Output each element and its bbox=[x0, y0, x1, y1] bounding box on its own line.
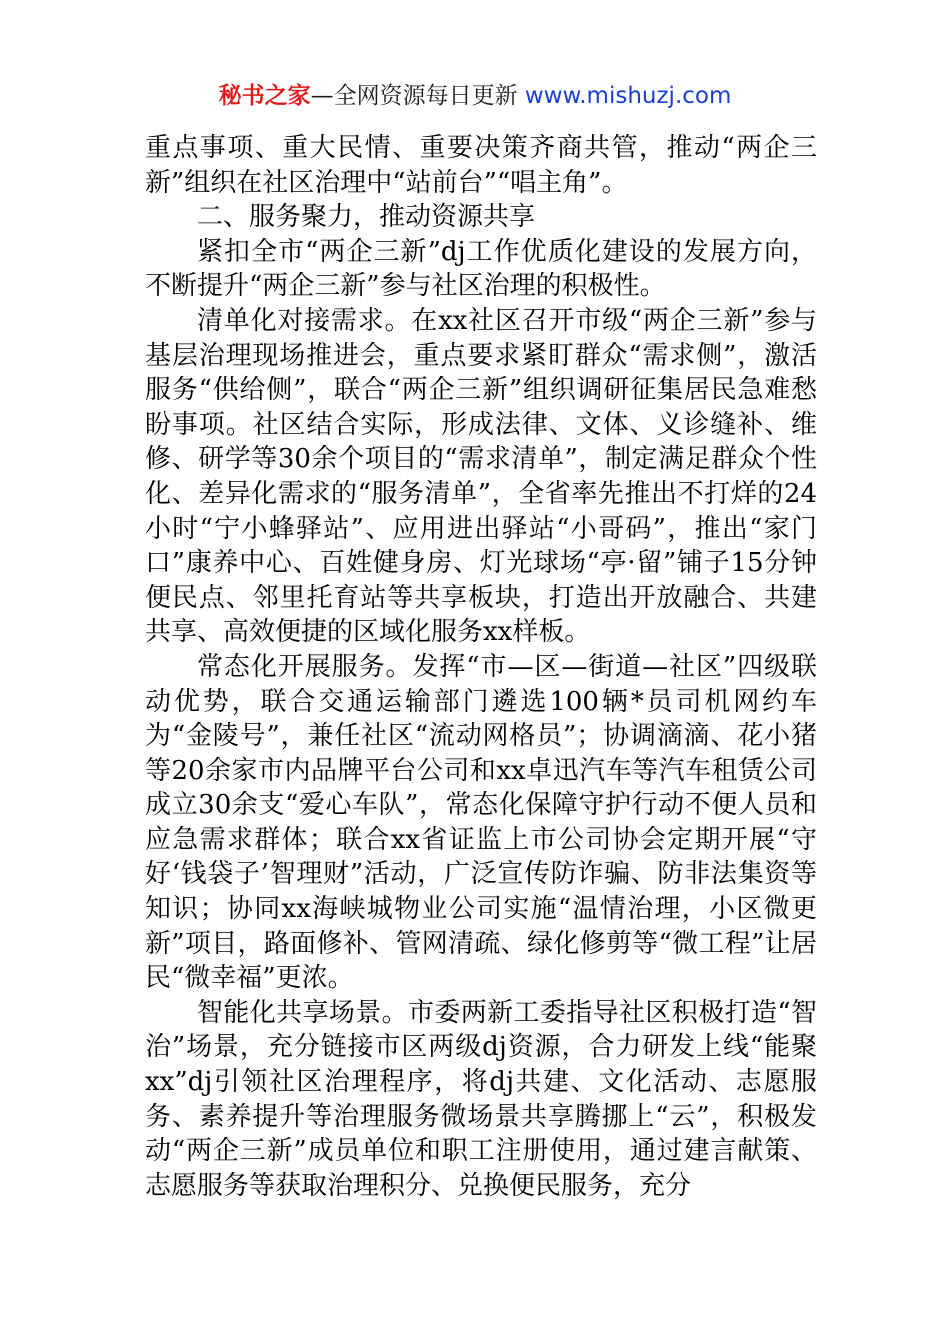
document-body bbox=[145, 131, 817, 1203]
page-header bbox=[0, 80, 950, 112]
paragraph: 智能化共享场景。市委两新工委指导社区积极打造“智治”场景，充分链接市区两级dj资源，合力研发上线“能聚xx”dj引领社区治理程序，将dj共建、文化活动、志愿服务、素养提升等治理服务微场景共享腾挪上“云”，积极发动“两企三新”成员单位和职工注册使用，通过建言献策、志愿服务等获取治理积分、兑换便民服务，充分 bbox=[145, 997, 817, 1201]
header-brand: 秘书之家 bbox=[218, 83, 311, 109]
header-url-link[interactable]: www.mishuzj.com bbox=[524, 83, 732, 109]
paragraph: 紧扣全市“两企三新”dj工作优质化建设的发展方向，不断提升“两企三新”参与社区治理的积极性。 bbox=[145, 236, 817, 302]
paragraph: 清单化对接需求。在xx社区召开市级“两企三新”参与基层治理现场推进会，重点要求紧盯群众“需求侧”，激活服务“供给侧”，联合“两企三新”组织调研征集居民急难愁盼事项。社区结合实际，形成法律、文体、义诊缝补、维修、研学等30余个项目的“需求清单”，制定满足群众个性化、差异化需求的“服务清单”，全省率先推出不打烊的24小时“宁小蜂驿站”、应用进出驿站“小哥码”，推出“家门口”康养中心、百姓健身房、灯光球场“亭·留”铺子15分钟便民点、邻里托育站等共享板块，打造出开放融合、共建共享、高效便捷的区域化服务xx样板。 bbox=[145, 305, 817, 648]
paragraph: 重点事项、重大民情、重要决策齐商共管，推动“两企三新”组织在社区治理中“站前台”“唱主角”。 bbox=[145, 133, 817, 198]
section-heading: 二、服务聚力，推动资源共享 bbox=[197, 202, 536, 233]
header-tagline: —全网资源每日更新 bbox=[310, 83, 525, 109]
paragraph: 常态化开展服务。发挥“市—区—街道—社区”四级联动优势，联合交通运输部门遴选100辆*员司机网约车为“金陵号”，兼任社区“流动网格员”；协调滴滴、花小猪等20余家市内品牌平台公司和xx卓迅汽车等汽车租赁公司成立30余支“爱心车队”，常态化保障守护行动不便人员和应急需求群体；联合xx省证监上市公司协会定期开展“守好‘钱袋子’智理财”活动，广泛宣传防诈骗、防非法集资等知识；协同xx海峡城物业公司实施“温情治理，小区微更新”项目，路面修补、管网清疏、绿化修剪等“微工程”让居民“微幸福”更浓。 bbox=[145, 651, 817, 994]
